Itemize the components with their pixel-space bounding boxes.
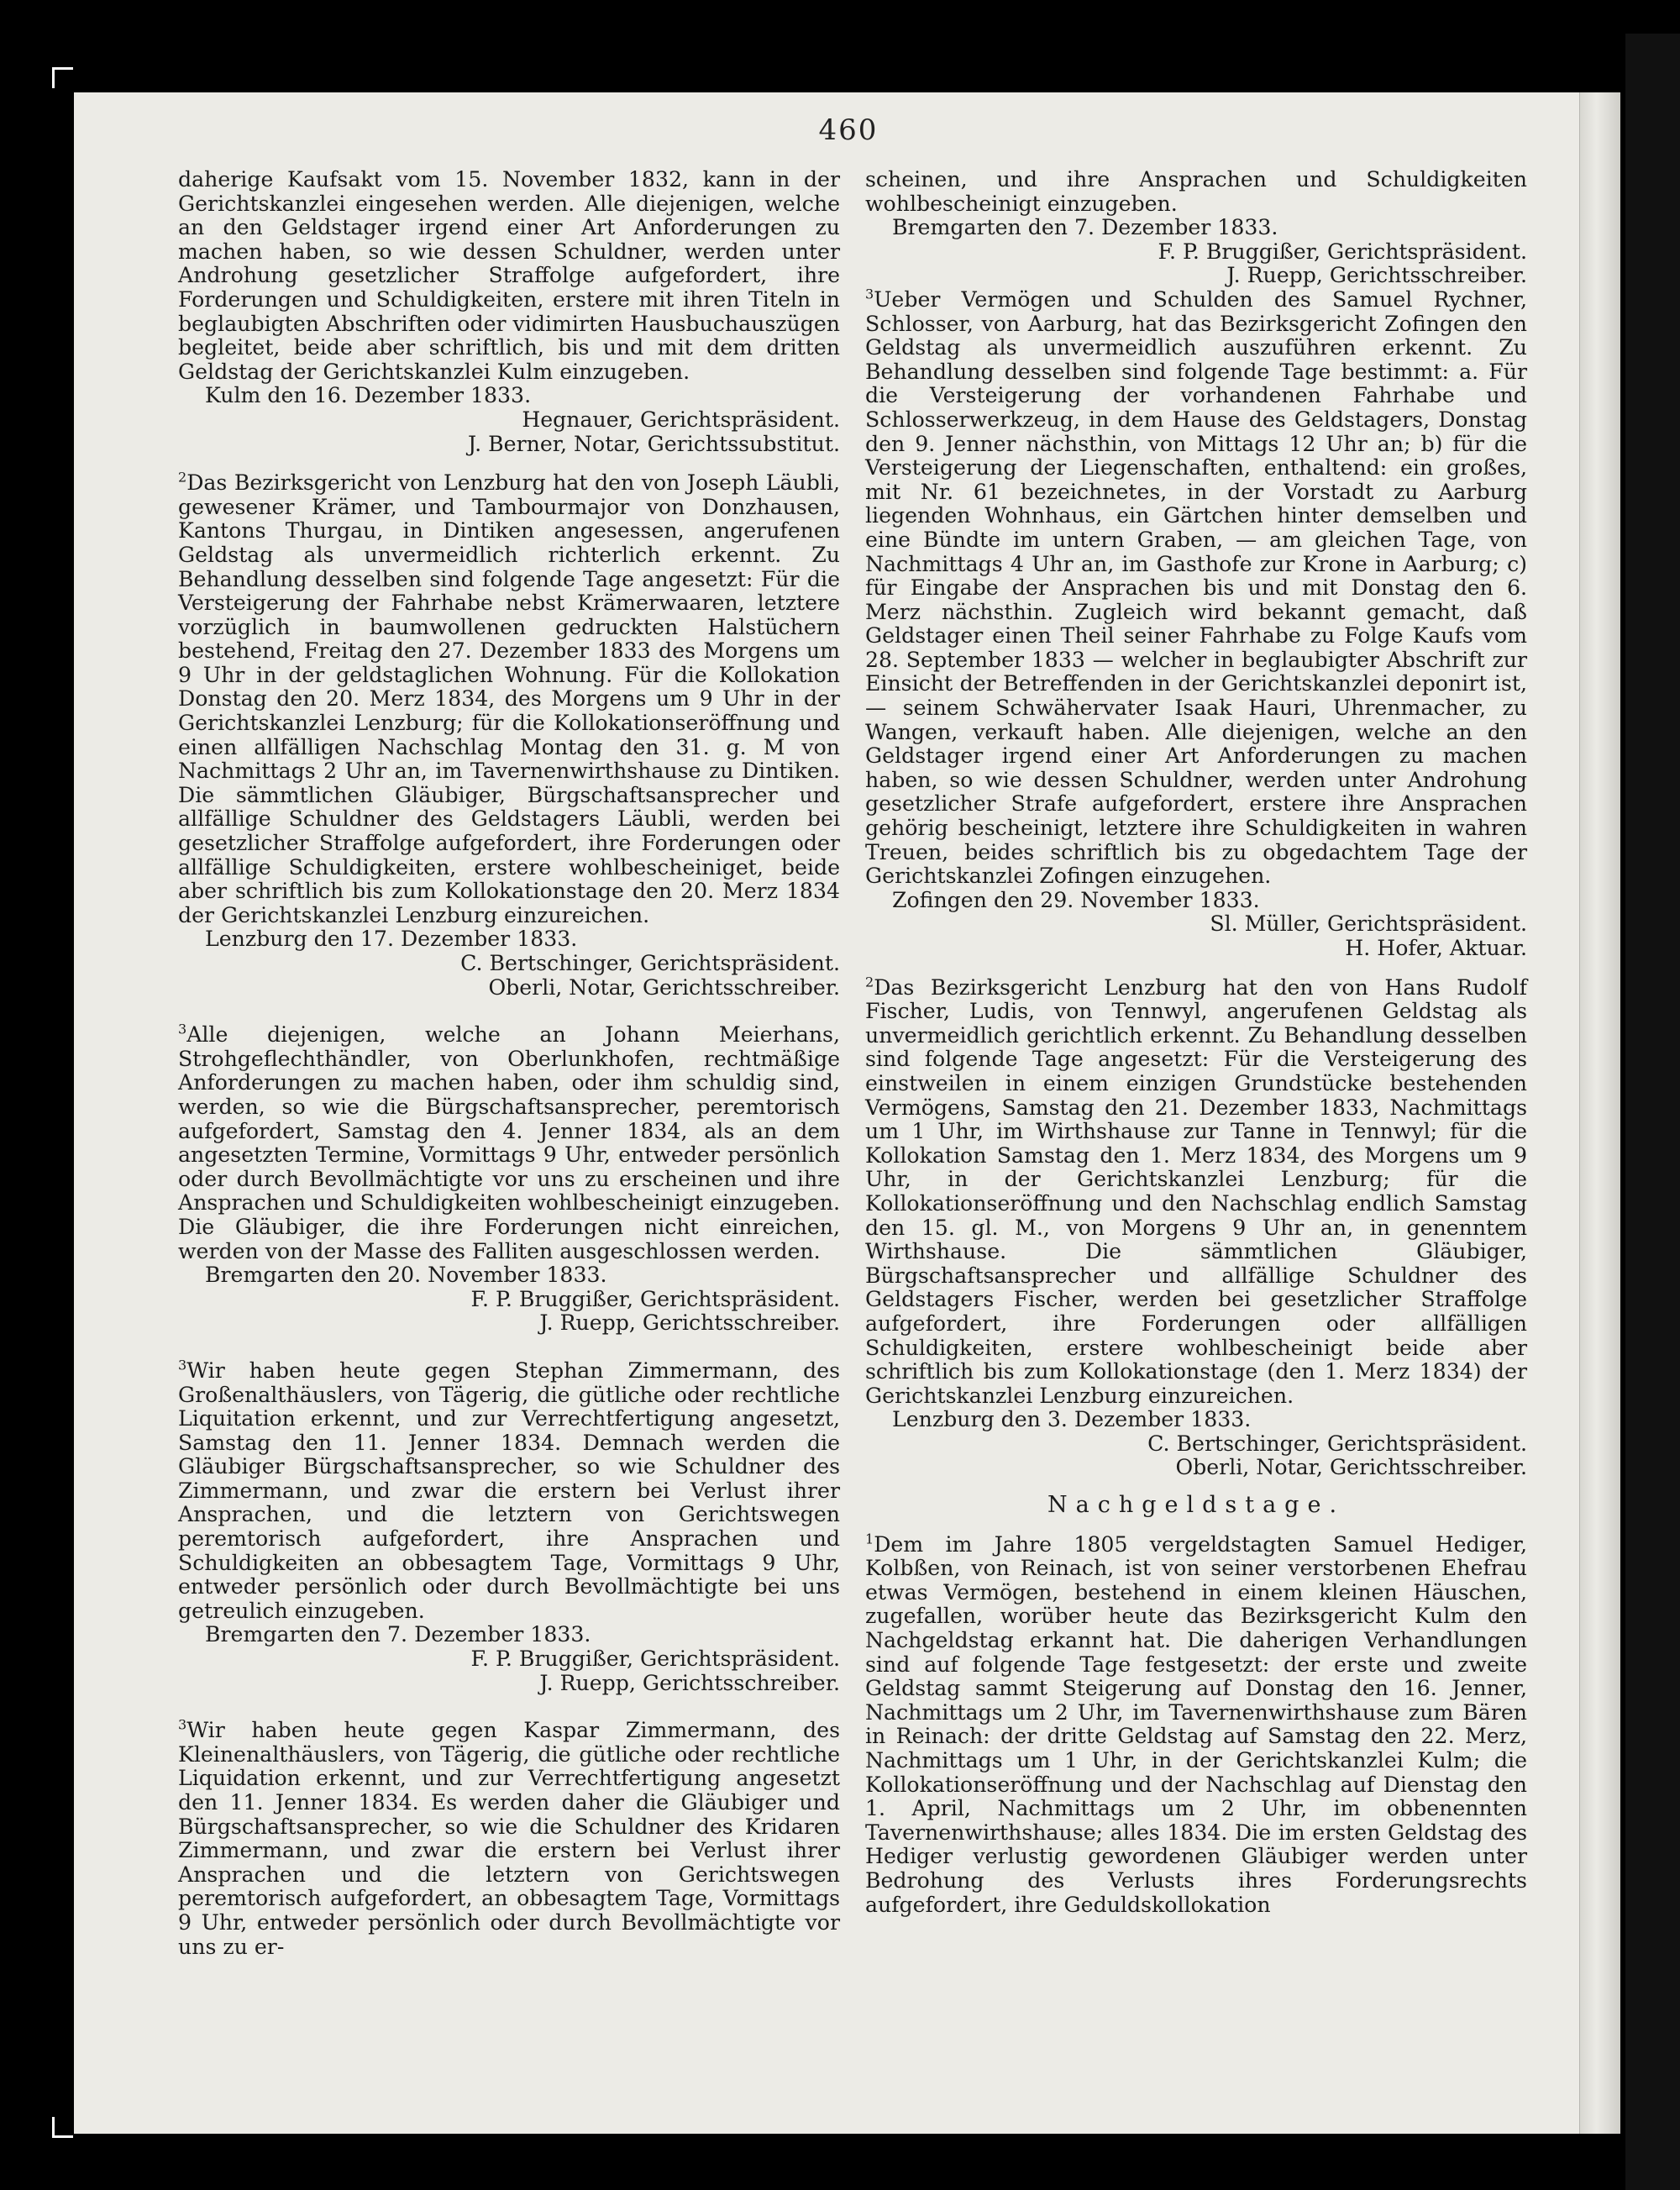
notice-text: daherige Kaufsakt vom 15. November 1832, kann in der Gerichtskanzlei eingesehen werden. Alle diejenigen, welche an den Geldstager irgend einer Art Anforderungen zu machen haben, so wie dessen Schuldner, werden unter Androhung gesetzlicher Straffolge aufgefordert, ihre Forderungen und Schuldigkeiten, erstere mit ihren Titeln in beglaubigten Abschriften oder vidimirten Hausbuchauszügen begleitet, beide aber schriftlich, bis und mit dem dritten Geldstag der Gerichtskanzlei Kulm einzugeben.	[178, 167, 840, 384]
notice-paragraph	[178, 1359, 840, 1624]
insertion-count-mark: 3	[178, 1357, 187, 1373]
notice-date-line: Lenzburg den 3. Dezember 1833.	[892, 1407, 1252, 1432]
notice-text: Das Bezirksgericht Lenzburg hat den von Hans Rudolf Fischer, Ludis, von Tennwyl, angerufenen Geldstag als unvermeidlich gerichtlich erkennt. Zu Behandlung desselben sind folgende Tage angesetzt: Für die Versteigerung des einstweilen in einem einzigen Grundstücke bestehenden Vermögens, Samstag den 21. Dezember 1833, Nachmittags um 1 Uhr, im Wirthshause zur Tanne in Tennwyl; für die Kollokation Samstag den 1. Merz 1834, des Morgens um 9 Uhr, in der Gerichtskanzlei Lenzburg; für die Kollokationseröffnung und den Nachschlag endlich Samstag den 15. gl. M., von Morgens 9 Uhr an, in genenntem Wirthshause. Die sämmtlichen Gläubiger, Bürgschaftsansprecher und allfällige Schuldner des Geldstagers Fischer, werden bei gesetzlicher Straffolge aufgefordert, ihre Forderungen oder allfälligen Schuldigkeiten, erstere wohlbescheinigt beide aber schriftlich bis zum Kollokationstage (den 1. Merz 1834) der Gerichtskanzlei Lenzburg einzureichen.	[865, 974, 1527, 1408]
notice-paragraph	[178, 1023, 840, 1263]
signature-line: J. Ruepp, Gerichtsschreiber.	[539, 1670, 840, 1695]
signature-line: F. P. Bruggißer, Gerichtspräsident.	[470, 1286, 840, 1311]
notice-text: Wir haben heute gegen Kaspar Zimmermann, des Kleinenalthäuslers, von Tägerig, die gütliche oder rechtliche Liquidation erkennt, und zur Verrechtfertigung angesetzt den 11. Jenner 1834. Es werden daher die Gläubiger und Bürgschaftsansprecher, so wie die Schuldner des Kridaren Zimmermann, und zwar die erstern bei Verlust ihrer Ansprachen und die letztern von Gerichtswegen peremtorisch aufgefordert, an obbesagtem Tage, Vormittags 9 Uhr, entweder persönlich oder durch Bevollmächtigte vor uns zu er-	[178, 1718, 840, 1959]
spacer	[178, 1000, 840, 1023]
left-column	[178, 168, 840, 1959]
notice-date-line: Zofingen den 29. November 1833.	[892, 887, 1260, 912]
signature-line: C. Bertschinger, Gerichtspräsident.	[460, 951, 840, 975]
signature-line: Oberli, Notar, Gerichtsschreiber.	[1175, 1455, 1527, 1480]
signature-line: F. P. Bruggißer, Gerichtspräsident.	[470, 1646, 840, 1672]
notice-paragraph	[865, 168, 1527, 216]
scan-edge	[1625, 34, 1680, 2190]
signature-line: J. Berner, Notar, Gerichtssubstitut.	[468, 431, 840, 456]
signature-line: F. P. Bruggißer, Gerichtspräsident.	[1158, 239, 1527, 264]
right-column	[865, 168, 1527, 1917]
insertion-count-mark: 3	[178, 1716, 187, 1733]
signature-line: Oberli, Notar, Gerichtsschreiber.	[488, 974, 840, 1000]
insertion-count-mark: 2	[865, 974, 874, 990]
notice-date-line: Lenzburg den 17. Dezember 1833.	[205, 927, 578, 952]
section-heading: Nachgeldstage.	[1047, 1492, 1346, 1519]
crop-mark-top-left	[52, 67, 73, 88]
notice-text: Ueber Vermögen und Schulden des Samuel Rychner, Schlosser, von Aarburg, hat das Bezirksgericht Zofingen den Geldstag als unvermeidlich auszuführen erkennt. Zu Behandlung desselben sind folgende Tage bestimmt: a. Für die Versteigerung der vorhandenen Fahrhabe und Schlosserwerkzeug, in dem Hause des Geldstagers, Donstag den 9. Jenner nächsthin, von Mittags 12 Uhr an; b) für die Versteigerung der Liegenschaften, enthaltend: ein großes, mit Nr. 61 bezeichnetes, in der Vorstadt zu Aarburg liegenden Wohnhaus, ein Gärtchen hinter demselben und eine Bündte im untern Graben, — am gleichen Tage, von Nachmittags 4 Uhr an, im Gasthofe zur Krone in Aarburg; c) für Eingabe der Ansprachen bis und mit Donstag den 6. Merz nächsthin. Zugleich wird bekannt gemacht, daß Geldstager einen Theil seiner Fahrhabe zu Folge Kaufs vom 28. September 1833 — welcher in beglaubigter Abschrift zur Einsicht der Betreffenden in der Gerichtskanzlei deponirt ist, — seinem Schwähervater Isaak Hauri, Uhrenmacher, zu Wangen, verkauft haben. Alle diejenigen, welche an den Geldstager irgend einer Art Anforderungen zu machen haben, so wie dessen Schuldner, werden unter Androhung gesetzlicher Strafe aufgefordert, erstere ihre Ansprachen gehörig bescheinigt, letztere ihre Schuldigkeiten in wahren Treuen, beides schriftlich bis zu obgedachtem Tage der Gerichtskanzlei Zofingen einzugehen.	[865, 286, 1527, 889]
signature-line: Hegnauer, Gerichtspräsident.	[522, 407, 840, 432]
spacer	[178, 1695, 840, 1719]
notice-date-line: Bremgarten den 20. November 1833.	[205, 1263, 607, 1288]
signature-line: Sl. Müller, Gerichtspräsident.	[1210, 911, 1527, 937]
notice-paragraph	[178, 1716, 840, 1959]
spacer	[178, 456, 840, 471]
insertion-count-mark: 1	[865, 1531, 874, 1547]
signature-line: H. Hofer, Aktuar.	[1345, 936, 1527, 960]
page-fold	[1579, 92, 1620, 2134]
notice-text: Alle diejenigen, welche an Johann Meierhans, Strohgeflechthändler, von Oberlunkhofen, rechtmäßige Anforderungen zu machen haben, oder ihm schuldig sind, werden, so wie die Bürgschaftsansprecher, peremtorisch aufgefordert, Samstag den 4. Jenner 1834, als an dem angesetzten Termine, Vormittags 9 Uhr, entweder persönlich oder durch Bevollmächtigte vor uns zu erscheinen und ihre Ansprachen und Schuldigkeiten wohlbescheinigt einzugeben. Die Gläubiger, die ihre Forderungen nicht einreichen, werden von der Masse des Falliten ausgeschlossen werden.	[178, 1022, 840, 1263]
notice-text: Wir haben heute gegen Stephan Zimmermann, des Großenalthäuslers, von Tägerig, die gütliche oder rechtliche Liquitation erkennt, und zur Verrechtfertigung angesetzt, Samstag den 11. Jenner 1834. Demnach werden die Gläubiger Bürgschaftsansprecher, so wie Schuldner des Zimmermann, und zwar die erstern bei Verlust ihrer Ansprachen, und die letztern von Gerichtswegen peremtorisch aufgefordert, ihre Ansprachen und Schuldigkeiten an obbesagtem Tage, Vormittags 9 Uhr, entweder persönlich oder durch Bevollmächtigte bei uns getreulich einzugeben.	[178, 1358, 840, 1623]
notice-paragraph	[865, 1533, 1527, 1918]
notice-paragraph	[178, 168, 840, 384]
signature-line: J. Ruepp, Gerichtsschreiber.	[1226, 263, 1527, 288]
page-number: 460	[818, 113, 879, 147]
spacer	[865, 961, 1527, 976]
notice-paragraph	[865, 288, 1527, 889]
crop-mark-bottom-left	[52, 2117, 73, 2138]
notice-paragraph	[865, 976, 1527, 1409]
spacer	[178, 1336, 840, 1359]
insertion-count-mark: 3	[178, 1021, 187, 1037]
signature-line: C. Bertschinger, Gerichtspräsident.	[1147, 1431, 1527, 1456]
insertion-count-mark: 2	[178, 469, 187, 486]
notice-date-line: Bremgarten den 7. Dezember 1833.	[892, 215, 1278, 240]
notice-text: Dem im Jahre 1805 vergeldstagten Samuel Hediger, Kolbßen, von Reinach, ist von seiner verstorbenen Ehefrau etwas Vermögen, bestehend in einem kleinen Häuschen, zugefallen, worüber heute das Bezirksgericht Kulm den Nachgeldstag erkannt hat. Die daherigen Verhandlungen sind auf folgende Tage festgesetzt: der erste und zweite Geldstag sammt Steigerung auf Donstag den 16. Jenner, Nachmittags um 2 Uhr, im Tavernenwirthshause zum Bären in Reinach: der dritte Geldstag auf Samstag den 22. Merz, Nachmittags um 1 Uhr, in der Gerichtskanzlei Kulm; die Kollokationseröffnung und der Nachschlag auf Dienstag den 1. April, Nachmittags um 2 Uhr, im obbenennten Tavernenwirthshause; alles 1834. Die im ersten Geldstag des Hediger verlustig gewordenen Gläubiger werden unter Bedrohung des Verlusts ihres Forderungsrechts aufgefordert, ihre Geduldskollokation	[865, 1531, 1527, 1917]
notice-date-line: Kulm den 16. Dezember 1833.	[205, 383, 532, 408]
signature-line: J. Ruepp, Gerichtsschreiber.	[539, 1310, 840, 1336]
notice-paragraph	[178, 471, 840, 927]
notice-date-line: Bremgarten den 7. Dezember 1833.	[205, 1622, 591, 1647]
notice-text: Das Bezirksgericht von Lenzburg hat den von Joseph Läubli, gewesener Krämer, und Tambourmajor von Donzhausen, Kantons Thurgau, in Dintiken angesessen, angerufenen Geldstag als unvermeidlich richterlich erkennt. Zu Behandlung desselben sind folgende Tage angesetzt: Für die Versteigerung der Fahrhabe nebst Krämerwaaren, letztere vorzüglich in baumwollenen gedruckten Halstüchern bestehend, Freitag den 27. Dezember 1833 des Morgens um 9 Uhr in der geldstaglichen Wohnung. Für die Kollokation Donstag den 20. Merz 1834, des Morgens um 9 Uhr in der Gerichtskanzlei Lenzburg; für die Kollokationseröffnung und einen allfälligen Nachschlag Montag den 31. g. M von Nachmittags 2 Uhr an, im Tavernenwirthshause zu Dintiken. Die sämmtlichen Gläubiger, Bürgschaftsansprecher und allfällige Schuldner des Geldstagers Läubli, werden bei gesetzlicher Straffolge aufgefordert, ihre Forderungen oder allfällige Schuldigkeiten, erstere wohlbescheiniget, beide aber schriftlich bis zum Kollokationstage den 20. Merz 1834 der Gerichtskanzlei Lenzburg einzureichen.	[178, 470, 840, 927]
notice-text: scheinen, und ihre Ansprachen und Schuldigkeiten wohlbescheinigt einzugeben.	[865, 167, 1527, 216]
insertion-count-mark: 3	[865, 286, 874, 302]
